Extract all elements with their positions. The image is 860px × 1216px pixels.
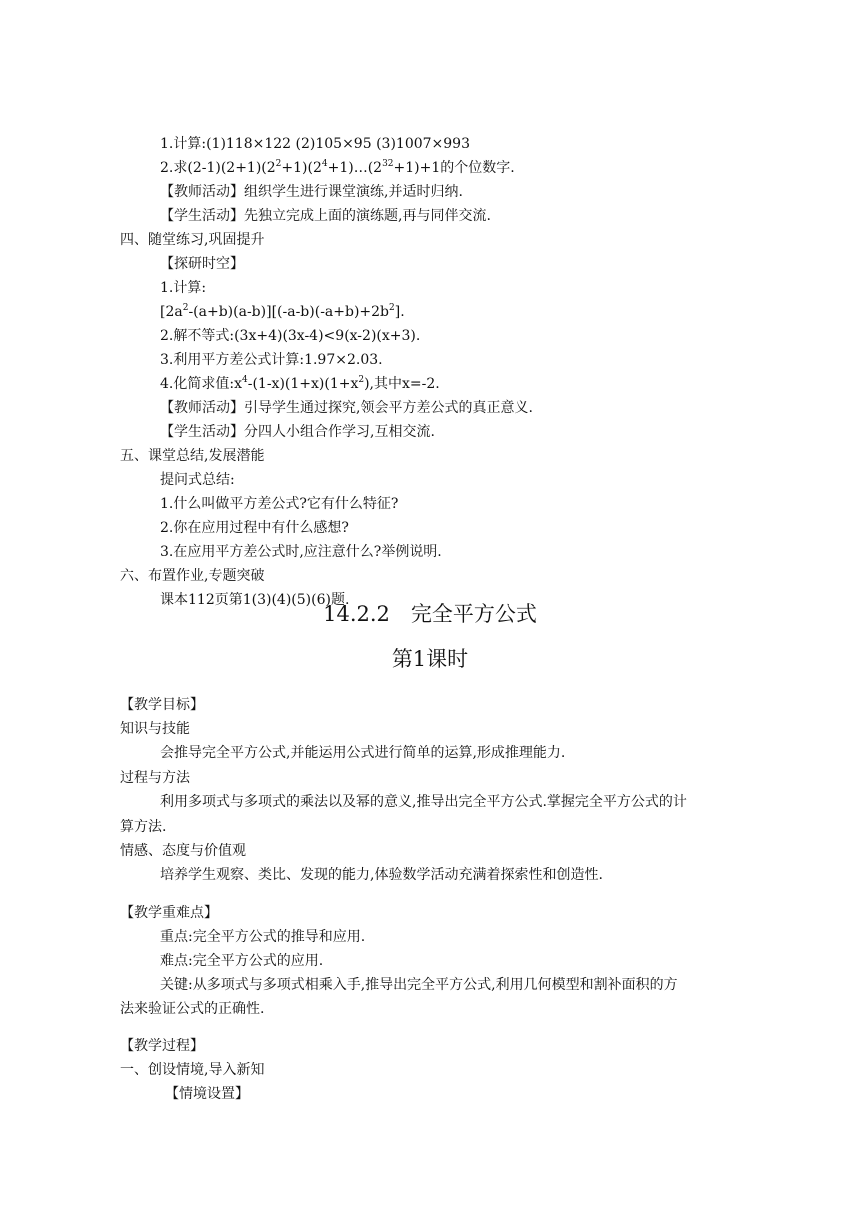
summary-question-2: 2.你在应用过程中有什么感想? (160, 520, 349, 536)
section-heading: 四、随堂练习,巩固提升 (120, 232, 265, 248)
difficult-point: 难点:完全平方公式的应用. (160, 953, 324, 969)
crux-line-2: 法来验证公式的正确性. (120, 1001, 265, 1017)
question-2: 2.解不等式:(3x+4)(3x-4)<9(x-2)(x+3). (160, 328, 421, 344)
objectives-heading: 【教学目标】 (120, 697, 204, 713)
keypoints-heading: 【教学重难点】 (120, 905, 218, 921)
key-point: 重点:完全平方公式的推导和应用. (160, 929, 366, 945)
question-3: 3.利用平方差公式计算:1.97×2.03. (160, 352, 383, 368)
student-activity: 【学生活动】分四人小组合作学习,互相交流. (160, 424, 435, 440)
lesson-title: 14.2.2 完全平方公式 (323, 602, 537, 626)
question-1-label: 1.计算: (160, 280, 207, 296)
section-heading: 六、布置作业,专题突破 (120, 568, 265, 584)
knowledge-label: 知识与技能 (120, 721, 190, 737)
lesson-subtitle: 第1课时 (391, 647, 469, 671)
process-text-line-2: 算方法. (120, 819, 167, 835)
question-1-expression: $[2a^2-(a+b)(a-b)][(-a-b)(-a+b)+2b^2]$. (160, 303, 405, 320)
section-heading: 五、课堂总结,发展潜能 (120, 448, 265, 464)
question-4: 4.化简求值$:x^4-(1-x)(1+x)(1+x^2)$,其中x=-2. (160, 375, 440, 392)
exercise-1: 1.计算:(1)118×122 (2)105×95 (3)1007×993 (160, 136, 470, 152)
subsection-label: 【探研时空】 (160, 256, 244, 272)
crux-line-1: 关键:从多项式与多项式相乘入手,推导出完全平方公式,利用几何模型和割补面积的方 (160, 977, 678, 993)
summary-question-3: 3.在应用平方差公式时,应注意什么?举例说明. (160, 544, 442, 560)
summary-question-1: 1.什么叫做平方差公式?它有什么特征? (160, 496, 399, 512)
knowledge-text: 会推导完全平方公式,并能运用公式进行简单的运算,形成推理能力. (160, 745, 566, 761)
teacher-activity: 【教师活动】引导学生通过探究,领会平方差公式的真正意义. (160, 400, 533, 416)
process-text-line-1: 利用多项式与多项式的乘法以及幂的意义,推导出完全平方公式.掌握完全平方公式的计 (160, 794, 687, 810)
homework: 课本112页第1(3)(4)(5)(6)题. (160, 592, 350, 608)
attitude-text: 培养学生观察、类比、发现的能力,体验数学活动充满着探索性和创造性. (160, 867, 603, 883)
process-label: 过程与方法 (120, 770, 190, 786)
exercise-2: 2.求$(2-1)(2+1)(2^2+1)(2^4+1)\dots(2^{32}+1)+1$的个位数字. (160, 159, 515, 176)
process-heading: 【教学过程】 (120, 1038, 204, 1054)
attitude-label: 情感、态度与价值观 (120, 843, 246, 859)
teacher-activity: 【教师活动】组织学生进行课堂演练,并适时归纳. (160, 184, 463, 200)
summary-intro: 提问式总结: (160, 472, 235, 488)
student-activity: 【学生活动】先独立完成上面的演练题,再与同伴交流. (160, 208, 491, 224)
step-1-heading: 一、创设情境,导入新知 (120, 1062, 265, 1078)
scenario-label: 【情境设置】 (165, 1086, 249, 1102)
